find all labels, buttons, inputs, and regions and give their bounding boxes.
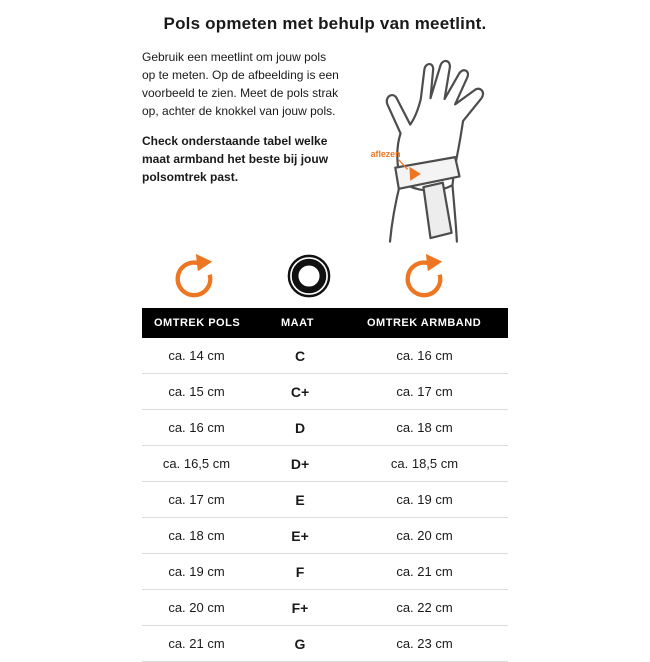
intro-paragraph: Gebruik een meetlint om jouw pols op te meten. Op de afbeelding is een voorbeeld te zien. Meet de pols strak op, achter de knokkel van jouw pols. [142,50,339,118]
cell-maat: E+ [291,527,309,544]
tape-measure-curl-icon [400,252,448,300]
table-row [142,518,508,554]
cell-omtrek-pols: ca. 21 cm [168,636,225,651]
cell-omtrek-armband: ca. 20 cm [396,528,453,543]
cell-maat: G [294,635,306,652]
cell-omtrek-armband: ca. 23 cm [396,636,453,651]
cell-omtrek-pols: ca. 18 cm [168,528,225,543]
cell-omtrek-armband: ca. 17 cm [396,384,453,399]
cell-maat: C [294,347,306,364]
table-row [142,482,508,518]
cell-omtrek-pols: ca. 17 cm [168,492,225,507]
table-row [142,590,508,626]
size-table-header [142,308,508,338]
intro-text [142,48,340,246]
table-row [142,410,508,446]
cell-omtrek-armband: ca. 18 cm [396,420,453,435]
cell-omtrek-pols: ca. 20 cm [168,600,225,615]
forearm-line-right [452,185,456,241]
cell-maat: C+ [290,383,310,400]
column-header-maat: MAAT [281,317,314,329]
table-row [142,626,508,662]
cell-maat: F+ [291,599,309,616]
size-guide-page [142,0,508,662]
cell-omtrek-pols: ca. 14 cm [168,348,225,363]
cell-omtrek-armband: ca. 16 cm [396,348,453,363]
cell-maat: E [295,491,305,508]
table-row [142,446,508,482]
cell-omtrek-pols: ca. 16 cm [168,420,225,435]
wrist-measure-illustration [346,48,522,246]
tape-tail [423,183,451,238]
size-table [142,308,508,662]
cell-omtrek-armband: ca. 19 cm [396,492,453,507]
cell-omtrek-pols: ca. 15 cm [168,384,225,399]
cell-maat: F [295,563,305,580]
column-header-omtrek-pols: OMTREK POLS [154,317,241,329]
tape-measure-curl-icon [170,252,218,300]
illustration-callout: aflezen [370,149,401,160]
cell-omtrek-armband: ca. 22 cm [396,600,453,615]
cell-maat: D [294,419,306,436]
icons-row [142,248,508,304]
page-title: Pols opmeten met behulp van meetlint. [163,14,487,33]
intro-section [142,48,508,246]
hand-with-tape-illustration [346,48,522,246]
table-row [142,374,508,410]
intro-note: Check onderstaande tabel welke maat armband het beste bij jouw polsomtrek past. [142,134,329,184]
cell-maat: D+ [290,455,310,472]
column-header-omtrek-armband: OMTREK ARMBAND [367,317,482,329]
cell-omtrek-pols: ca. 16,5 cm [162,456,231,471]
forearm-line-left [390,182,401,242]
cell-omtrek-pols: ca. 19 cm [168,564,225,579]
cell-omtrek-armband: ca. 18,5 cm [390,456,459,471]
cell-omtrek-armband: ca. 21 cm [396,564,453,579]
table-row [142,554,508,590]
bracelet-icon [285,252,333,300]
table-row [142,338,508,374]
